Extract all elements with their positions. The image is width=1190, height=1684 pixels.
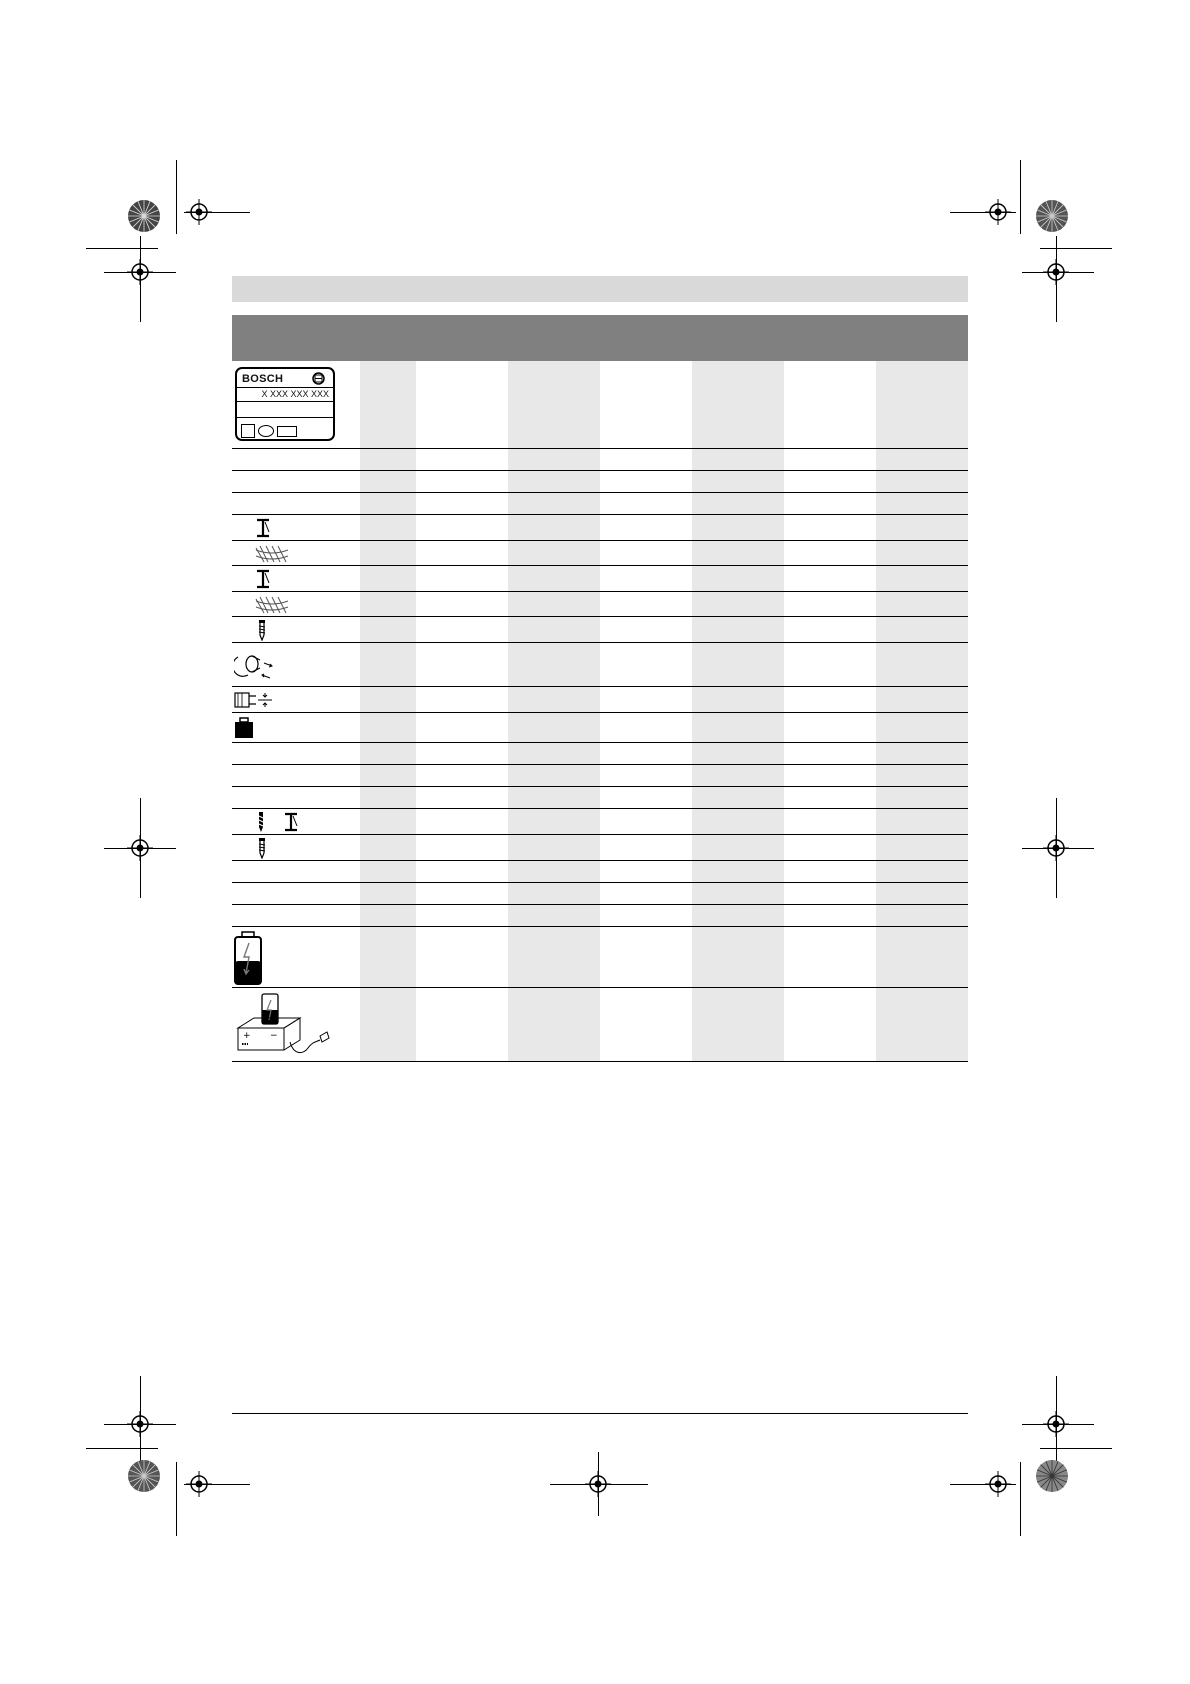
table-row — [232, 834, 968, 860]
crosshair-mark — [127, 259, 153, 285]
bosch-logo-icon — [312, 372, 325, 385]
table-row — [232, 642, 968, 686]
starburst-mark — [127, 199, 161, 233]
crosshair-mark — [585, 1471, 611, 1497]
screw-icon — [256, 619, 268, 641]
starburst-mark — [1035, 199, 1069, 233]
wood-icon — [254, 595, 290, 615]
table-row — [232, 470, 968, 492]
svg-text:+: + — [243, 1030, 251, 1041]
table-row — [232, 926, 968, 987]
screw-icon — [256, 837, 268, 859]
crosshair-mark — [186, 199, 212, 225]
table-row — [232, 786, 968, 808]
table-row — [232, 808, 968, 834]
table-row — [232, 540, 968, 565]
table-row — [232, 882, 968, 904]
steel-beam-icon — [282, 812, 300, 832]
battery-icon — [234, 931, 262, 985]
crosshair-mark — [1043, 835, 1069, 861]
crosshair-mark — [985, 1471, 1011, 1497]
wood-icon — [254, 544, 290, 564]
table-row — [232, 616, 968, 642]
steel-beam-icon — [254, 518, 272, 538]
table-row — [232, 448, 968, 470]
nameplate-rect-mark — [277, 426, 297, 437]
chuck-capacity-icon — [234, 647, 276, 683]
nameplate-square-mark — [241, 424, 255, 438]
crosshair-mark — [127, 1411, 153, 1437]
nameplate-brand: BOSCH — [242, 373, 284, 385]
table-row — [232, 514, 968, 540]
collar-diameter-icon — [234, 691, 274, 709]
battery-charger-icon — [234, 992, 332, 1058]
table-row — [232, 686, 968, 712]
table-row — [232, 987, 968, 1061]
weight-icon — [234, 717, 254, 739]
table-row — [232, 712, 968, 742]
table-row — [232, 565, 968, 591]
starburst-mark — [1035, 1459, 1069, 1493]
table-row — [232, 742, 968, 764]
steel-beam-icon — [254, 569, 272, 589]
nameplate-cell — [232, 361, 360, 448]
crosshair-mark — [985, 199, 1011, 225]
svg-text:−: − — [270, 1030, 278, 1041]
table-row — [232, 492, 968, 514]
table-row — [232, 764, 968, 786]
crosshair-mark — [186, 1471, 212, 1497]
table-row — [232, 904, 968, 926]
page-heading-bar — [232, 276, 968, 302]
footer-rule — [232, 1413, 968, 1414]
crosshair-mark — [1043, 259, 1069, 285]
crosshair-mark — [1043, 1411, 1069, 1437]
drill-bit-icon — [257, 811, 265, 833]
table-row — [232, 860, 968, 882]
crosshair-mark — [127, 835, 153, 861]
nameplate-oval-mark — [258, 425, 274, 437]
nameplate — [235, 367, 335, 441]
nameplate-serial: X XXX XXX XXX — [261, 389, 329, 399]
table-header-band — [232, 315, 968, 361]
technical-data-table — [232, 361, 968, 1062]
table-row — [232, 591, 968, 616]
table-row — [232, 361, 968, 448]
starburst-mark — [127, 1459, 161, 1493]
